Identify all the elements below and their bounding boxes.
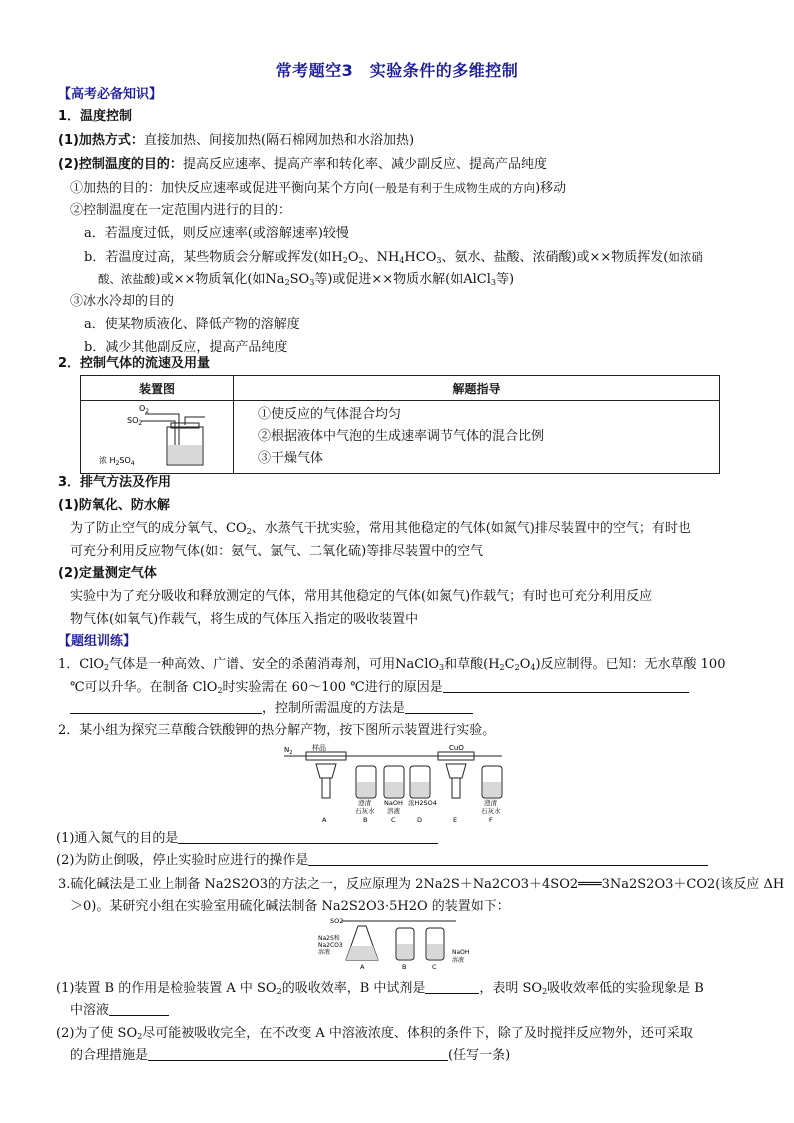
t: O	[347, 250, 359, 265]
fig-q3-label-c: C	[432, 963, 437, 971]
t: 2	[342, 256, 348, 265]
t: 吸收效率低的实验现象是 B	[547, 981, 704, 996]
t: )反应制得。已知：无水草酸 100	[535, 657, 726, 672]
q3-answer-blank-2[interactable]	[109, 1002, 169, 1016]
q2-part2	[56, 852, 708, 870]
q3-line2: ＞0)。某研究小组在实验室用硫化碱法制备 Na2S2O3·5H2O 的装置如下：	[70, 899, 510, 914]
q3-part1-line2	[70, 1002, 169, 1020]
fig-label-a: A	[322, 816, 327, 824]
t: )或××物质氧化(如Na	[155, 272, 285, 287]
s1-item2b-line2	[98, 270, 514, 289]
t: SO	[289, 272, 310, 287]
s1-item3a: a．使某物质液化、降低产物的溶解度	[84, 317, 300, 332]
gas-washing-bottle-figure	[81, 401, 231, 469]
fig-liquid	[168, 445, 202, 464]
t: 3	[309, 278, 315, 287]
q2-stem: 2．某小组为探究三草酸合铁酸钾的热分解产物，按下图所示装置进行实验。	[58, 723, 496, 738]
t: 2	[284, 278, 290, 287]
training-header: 【题组训练】	[58, 634, 137, 649]
s1-item2b-line1	[84, 248, 703, 267]
fig-burner-a-stem	[322, 778, 330, 798]
s3-point1-line2: 可充分利用反应物气体(如：氨气、氯气、二氧化硫)等排尽装置中的空气	[70, 544, 484, 559]
s1-item3: ③冰水冷却的目的	[70, 294, 175, 309]
fig-burner-e	[446, 764, 466, 778]
section2-heading: 2．控制气体的流速及用量	[58, 356, 211, 371]
guidance-item-3: ③干燥气体	[258, 451, 324, 466]
fig-q3-flask-a-liquid	[346, 946, 378, 960]
fig-bottle-c	[384, 766, 404, 798]
t: HCO	[404, 250, 437, 265]
s1-item1-a: ①加热的目的：加快反应速率或促进平衡向某个方向(	[70, 181, 375, 196]
table-header-apparatus: 装置图	[81, 376, 234, 401]
fig-q3-right-1: NaOH	[452, 949, 470, 956]
s1-item1-c: )移动	[535, 181, 567, 196]
section1-heading: 1．温度控制	[58, 109, 133, 124]
guidance-cell	[234, 401, 720, 474]
t: 4	[399, 256, 405, 265]
guidance-item-1: ①使反应的气体混合均匀	[258, 407, 402, 422]
t: 的合理措施是	[70, 1048, 149, 1063]
q2-answer-blank-2[interactable]	[308, 852, 708, 866]
s3-point1-label: (1)防氧化、防水解	[58, 498, 170, 513]
q1-answer-blank-3[interactable]	[405, 700, 473, 714]
fig-outlet-tube	[185, 417, 205, 425]
q2-part1	[56, 830, 438, 848]
t: b．若温度过高，某些物质会分解或挥发(如H	[84, 250, 343, 265]
t: 2	[358, 256, 364, 265]
fig-acid-label: 浓 $H_2SO_4$	[99, 456, 135, 467]
apparatus-figure-cell	[81, 401, 234, 474]
fig-label-e: E	[453, 816, 458, 824]
q1-answer-blank-1[interactable]	[443, 679, 689, 693]
s1-item1	[70, 179, 566, 198]
t: ℃可以升华。在制备 ClO	[70, 680, 218, 695]
fig-so2-label: $SO_2$	[127, 416, 143, 427]
t: 、NH	[363, 250, 400, 265]
q1-line1: 1．ClO$_2$气体是一种高效、广谱、安全的杀菌消毒剂，可用NaClO$_3$和草酸$(H_2C_2O_4)$反应制得。已知：无水草酸 100	[58, 657, 726, 672]
s1-point1-text: 直接加热、间接加热(隔石棉网加热和水浴加热)	[143, 133, 415, 148]
s1-item1-b: 一般是有利于生成物生成的方向	[374, 181, 536, 195]
t: (1)装置 B 的作用是检验装置 A 中 SO	[56, 981, 277, 996]
t: 3	[436, 256, 442, 265]
fig-bottle-b	[356, 766, 376, 798]
fig-q3-left-2: Na2CO3	[318, 942, 343, 949]
q3-answer-blank-1[interactable]	[425, 980, 479, 994]
s3-point2-label: (2)定量测定气体	[58, 566, 157, 581]
t: 如浓硝	[668, 250, 703, 264]
t: 尽可能被吸收完全，在不改变 A 中溶液浓度、体积的条件下，除了及时搅拌反应物外，还可采取	[142, 1026, 693, 1041]
fig-q3-left-1: Na2S和	[318, 935, 340, 942]
q1-line2: ℃可以升华。在制备 ClO$_2$时实验需在 60～100 ℃进行的原因是	[70, 679, 689, 697]
t: 气体是一种高效、广谱、安全的杀菌消毒剂，可用NaClO	[109, 657, 440, 672]
fig-bottle-f	[482, 766, 502, 798]
q3-line1: 3.硫化碱法是工业上制备 Na2S2O3的方法之一，反应原理为 2Na2S＋Na2CO3＋4SO2═══3Na2S2O3＋CO2(该反应 ΔH	[58, 877, 785, 892]
fig-bottle-d	[410, 766, 430, 798]
fig-c-label-2: 溶液	[387, 807, 400, 815]
t: 3	[490, 278, 497, 287]
s1-point2-text: 提高反应速率、提高产率和转化率、减少副反应、提高产品纯度	[182, 157, 547, 172]
fig-q3-right-2: 溶液	[452, 957, 465, 964]
s1-item3b: b．减少其他副反应，提高产品纯度	[84, 340, 288, 355]
t: 为了防止空气的成分氧气、CO	[70, 521, 247, 536]
fig-q3-bottle-b-liquid	[397, 944, 413, 959]
fig-q3-bottle-c-liquid	[427, 944, 443, 959]
section3-heading: 3．排气方法及作用	[58, 475, 172, 490]
t: 和草酸(H	[444, 657, 500, 672]
fig-c-label-1: NaOH	[384, 799, 403, 807]
table-header-guidance: 解题指导	[234, 376, 720, 401]
s1-point2-label: (2)控制温度的目的：	[58, 157, 183, 172]
fig-burner-e-stem	[452, 778, 460, 798]
q2-answer-blank-1[interactable]	[178, 830, 438, 844]
q2-apparatus-figure	[282, 742, 522, 824]
s1-item2a: a．若温度过低，则反应速率(或溶解速率)较慢	[84, 226, 349, 241]
t: 时实验需在 60～100 ℃进行的原因是	[222, 680, 443, 695]
t: C	[504, 657, 515, 672]
s3-point1-line1: 为了防止空气的成分氧气、$CO_2$、水蒸气干扰实验，常用其他稳定的气体(如氮气)排尽装置中的空气；有时也	[70, 521, 691, 536]
fig-label-d: D	[417, 816, 423, 824]
fig-q3-so2-label: SO2	[330, 917, 344, 925]
s3-point2-line1: 实验中为了充分吸收和释放测定的气体，常用其他稳定的气体(如氮气)作载气；有时也可充分利用反应	[70, 589, 653, 604]
s1-point2	[58, 156, 547, 174]
q3-apparatus-figure	[316, 914, 486, 976]
t: (2)为防止倒吸，停止实验时应进行的操作是	[56, 853, 309, 868]
fig-label-c: C	[391, 816, 396, 824]
knowledge-header: 【高考必备知识】	[58, 87, 163, 102]
fig-f-label-2: 石灰水	[481, 807, 501, 815]
t: ，表明 SO	[479, 981, 543, 996]
t: 酸、浓盐酸	[98, 272, 156, 286]
gas-control-table	[80, 375, 720, 474]
fig-q3-label-b: B	[402, 963, 407, 971]
fig-o2-label: $O_2$	[139, 404, 150, 415]
s1-point1-label: (1)加热方式：	[58, 133, 144, 148]
t: (2)为了使 SO	[56, 1026, 138, 1041]
t: O	[519, 657, 531, 672]
q3-part2-line1: (2)为了使 $SO_2$尽可能被吸收完全，在不改变 A 中溶液浓度、体积的条件下，除了及时搅拌反应物外，还可采取	[56, 1026, 693, 1041]
t: 、氨水、盐酸、浓硝酸)或××物质挥发(	[441, 250, 669, 265]
s1-point1	[58, 132, 414, 150]
q1-answer-blank-2[interactable]	[70, 700, 262, 714]
q3-answer-blank-3[interactable]	[148, 1047, 448, 1061]
fig-f-label-1: 澄清	[484, 799, 497, 807]
fig-q3-left-3: 溶液	[318, 949, 331, 956]
fig-b-label-1: 澄清	[358, 799, 371, 807]
t: 中溶液	[70, 1003, 110, 1018]
s3-point2-line2: 物气体(如氧气)作载气，将生成的气体压入指定的吸收装置中	[70, 612, 419, 627]
q3-part2-line2	[70, 1047, 510, 1065]
fig-n2-label: $N_2$	[284, 746, 293, 756]
fig-q3-label-a: A	[360, 963, 365, 971]
fig-label-f: F	[489, 816, 493, 824]
fig-d-label-1: 浓H2SO4	[408, 799, 437, 807]
t: 等)	[496, 272, 515, 287]
t: 的吸收效率，B 中试剂是	[281, 981, 426, 996]
t: ，控制所需温度的方法是	[262, 701, 406, 716]
q3-part1-line1: (1)装置 B 的作用是检验装置 A 中 $SO_2$的吸收效率，B 中试剂是 ，表明 $SO_2$吸收效率低的实验现象是 B	[56, 981, 704, 996]
fig-burner-a	[316, 764, 336, 778]
q1-line3	[70, 700, 473, 718]
s1-item2: ②控制温度在一定范围内进行的目的：	[70, 203, 292, 218]
fig-cuo-label: CuO	[449, 744, 464, 752]
t: 、水蒸气干扰实验，常用其他稳定的气体(如氮气)排尽装置中的空气；有时也	[251, 521, 691, 536]
fig-sample-label: 样品	[312, 744, 326, 752]
fig-label-b: B	[363, 816, 368, 824]
t: 等)或促进××物质水解(如AlCl	[314, 272, 491, 287]
t: 1．ClO	[58, 657, 105, 672]
guidance-item-2: ②根据液体中气泡的生成速率调节气体的混合比例	[258, 429, 545, 444]
fig-b-label-2: 石灰水	[355, 807, 375, 815]
page-title: 常考题空3 实验条件的多维控制	[275, 61, 519, 80]
t: (1)通入氮气的目的是	[56, 831, 179, 846]
t: (任写一条)	[448, 1048, 511, 1063]
